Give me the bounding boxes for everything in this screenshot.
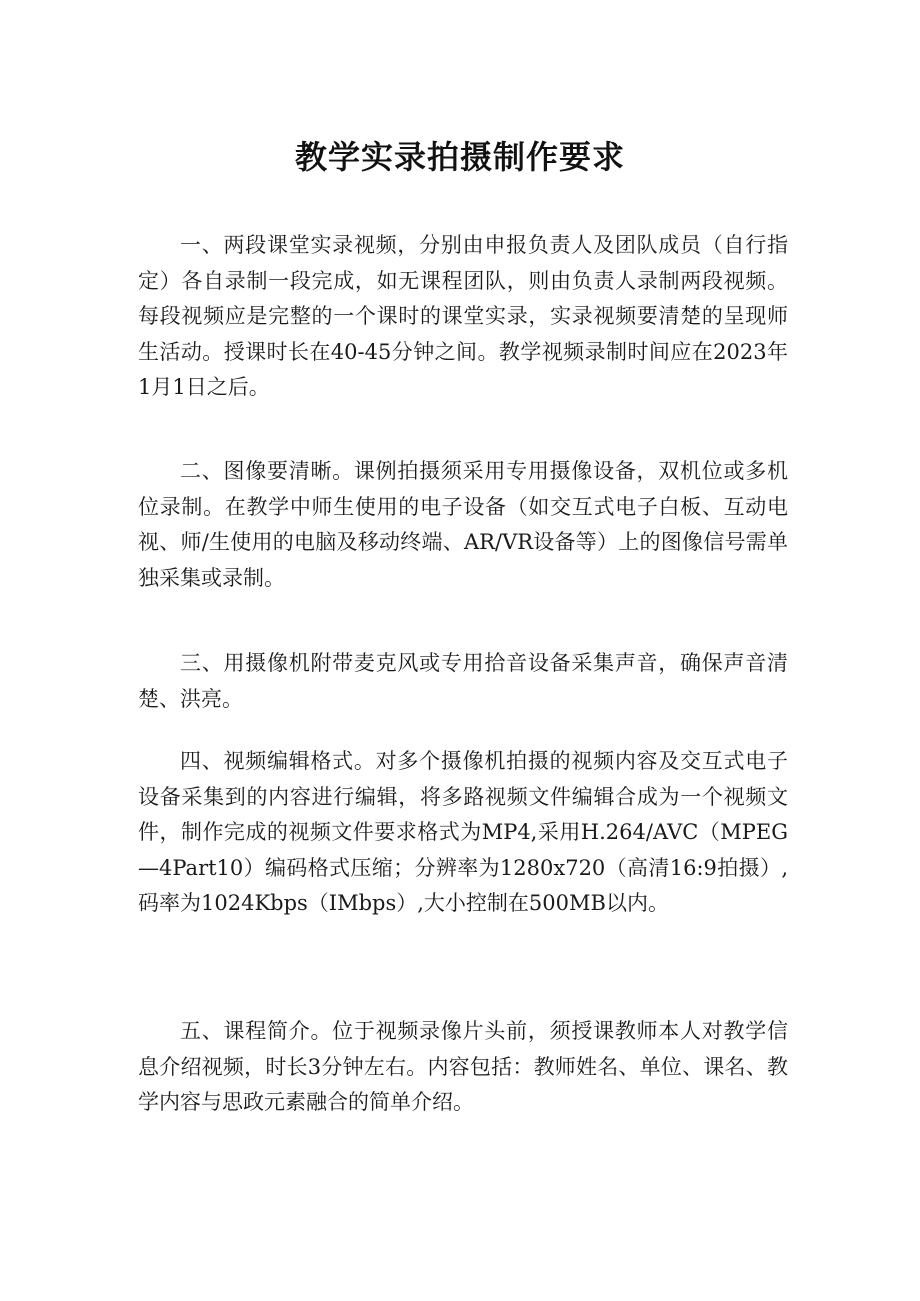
document-title: 教学实录拍摄制作要求: [294, 138, 625, 176]
paragraph-1-recording-videos: 一、两段课堂实录视频，分别由申报负责人及团队成员（自行指定）各自录制一段完成，如无课程团队，则由负责人录制两段视频。每段视频应是完整的一个课时的课堂实录，实录视频要清楚的呈现师生活动。授课时长在40-45分钟之间。教学视频录制时间应在2023年1月1日之后。: [138, 233, 788, 399]
paragraph-4-video-format: 四、视频编辑格式。对多个摄像机拍摄的视频内容及交互式电子设备采集到的内容进行编辑，将多路视频文件编辑合成为一个视频文件，制作完成的视频文件要求格式为MP4,采用H.264/AVC（MPEG—4Part10）编码格式压缩；分辨率为1280x720（高清16:9拍摄）,码率为1024Kbps（IMbps）,大小控制在500MB以内。: [138, 749, 788, 915]
paragraph-3-audio: 三、用摄像机附带麦克风或专用拾音设备采集声音，确保声音清楚、洪亮。: [138, 651, 788, 711]
paragraph-2-image-clarity: 二、图像要清晰。课例拍摄须采用专用摄像设备，双机位或多机位录制。在教学中师生使用的电子设备（如交互式电子白板、互动电视、师/生使用的电脑及移动终端、AR/VR设备等）上的图像信号需单独采集或录制。: [138, 459, 788, 590]
paragraph-5-course-intro: 五、课程简介。位于视频录像片头前，须授课教师本人对教学信息介绍视频，时长3分钟左右。内容包括：教师姓名、单位、课名、教学内容与思政元素融合的简单介绍。: [138, 1019, 788, 1114]
